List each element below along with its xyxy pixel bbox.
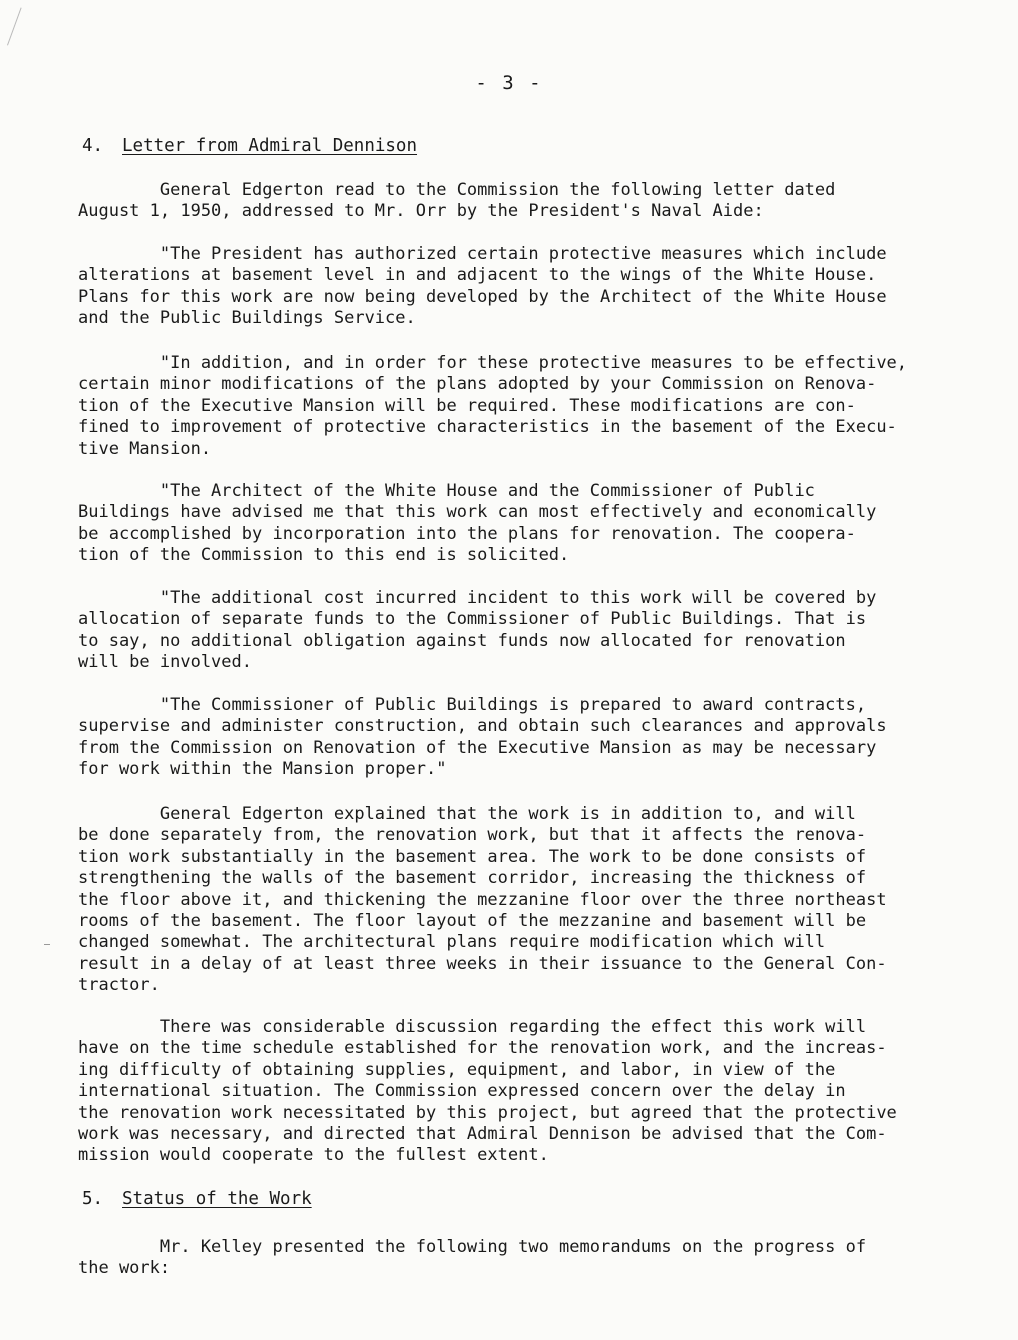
paragraph bbox=[78, 180, 948, 223]
paragraph bbox=[78, 695, 948, 781]
margin-mark bbox=[44, 944, 50, 945]
section-heading-5 bbox=[82, 1189, 312, 1209]
paragraph bbox=[78, 244, 948, 330]
paragraph bbox=[78, 804, 948, 997]
text-line: be done separately from, the renovation work, but that it affects the renova- bbox=[78, 825, 867, 846]
paragraph bbox=[78, 1237, 948, 1280]
text-line: allocation of separate funds to the Commissioner of Public Buildings. That is bbox=[78, 609, 867, 630]
paragraph bbox=[78, 481, 948, 567]
text-line: the work: bbox=[78, 1258, 171, 1279]
text-line: certain minor modifications of the plans adopted by your Commission on Renova- bbox=[78, 374, 877, 395]
text-line: alterations at basement level in and adjacent to the wings of the White House. bbox=[78, 265, 877, 286]
text-line: "The Commissioner of Public Buildings is prepared to award contracts, bbox=[78, 695, 867, 715]
text-line: Mr. Kelley presented the following two memorandums on the progress of bbox=[78, 1237, 867, 1257]
text-line: from the Commission on Renovation of the Executive Mansion as may be necessary bbox=[78, 737, 877, 758]
text-line: Plans for this work are now being developed by the Architect of the White House bbox=[78, 286, 887, 307]
page-number: - 3 - bbox=[475, 72, 543, 94]
text-line: will be involved. bbox=[78, 652, 252, 673]
text-line: mission would cooperate to the fullest extent. bbox=[78, 1145, 549, 1166]
paragraph bbox=[78, 353, 948, 460]
section-number: 5. bbox=[82, 1189, 104, 1209]
text-line: result in a delay of at least three weeks in their issuance to the General Con- bbox=[78, 953, 887, 974]
text-line: international situation. The Commission expressed concern over the delay in bbox=[78, 1081, 846, 1102]
text-line: work was necessary, and directed that Admiral Dennison be advised that the Com- bbox=[78, 1123, 887, 1144]
page-corner-mark bbox=[0, 0, 22, 45]
text-line: tion work substantially in the basement area. The work to be done consists of bbox=[78, 846, 867, 867]
text-line: General Edgerton read to the Commission the following letter dated bbox=[78, 180, 836, 200]
paragraph bbox=[78, 1017, 948, 1167]
text-line: changed somewhat. The architectural plans require modification which will bbox=[78, 932, 826, 953]
section-title: Status of the Work bbox=[122, 1189, 312, 1209]
text-line: and the Public Buildings Service. bbox=[78, 308, 416, 329]
text-line: for work within the Mansion proper." bbox=[78, 759, 447, 780]
text-line: to say, no additional obligation against funds now allocated for renovation bbox=[78, 630, 846, 651]
text-line: "The additional cost incurred incident to this work will be covered by bbox=[78, 588, 877, 608]
text-line: Buildings have advised me that this work can most effectively and economically bbox=[78, 502, 877, 523]
text-line: be accomplished by incorporation into the plans for renovation. The coopera- bbox=[78, 523, 856, 544]
text-line: There was considerable discussion regarding the effect this work will bbox=[78, 1017, 867, 1037]
text-line: have on the time schedule established for the renovation work, and the increas- bbox=[78, 1038, 887, 1059]
text-line: tive Mansion. bbox=[78, 438, 212, 459]
section-number: 4. bbox=[82, 136, 104, 156]
text-line: "The President has authorized certain protective measures which include bbox=[78, 244, 887, 264]
text-line: the renovation work necessitated by this project, but agreed that the protective bbox=[78, 1102, 897, 1123]
text-line: ing difficulty of obtaining supplies, equipment, and labor, in view of the bbox=[78, 1059, 836, 1080]
section-title: Letter from Admiral Dennison bbox=[122, 136, 418, 156]
text-line: tion of the Commission to this end is solicited. bbox=[78, 545, 570, 566]
text-line: fined to improvement of protective characteristics in the basement of the Execu- bbox=[78, 417, 897, 438]
text-line: General Edgerton explained that the work is in addition to, and will bbox=[78, 804, 856, 824]
section-heading-4 bbox=[82, 136, 417, 156]
text-line: tractor. bbox=[78, 975, 160, 996]
text-line: supervise and administer construction, and obtain such clearances and approvals bbox=[78, 716, 887, 737]
text-line: strengthening the walls of the basement corridor, increasing the thickness of bbox=[78, 868, 867, 889]
paragraph bbox=[78, 588, 948, 674]
text-line: the floor above it, and thickening the mezzanine floor over the three northeast bbox=[78, 889, 887, 910]
text-line: August 1, 1950, addressed to Mr. Orr by the President's Naval Aide: bbox=[78, 201, 764, 222]
text-line: "The Architect of the White House and the Commissioner of Public bbox=[78, 481, 815, 501]
text-line: tion of the Executive Mansion will be required. These modifications are con- bbox=[78, 395, 856, 416]
text-line: rooms of the basement. The floor layout of the mezzanine and basement will be bbox=[78, 910, 867, 931]
text-line: "In addition, and in order for these protective measures to be effective, bbox=[78, 353, 908, 373]
